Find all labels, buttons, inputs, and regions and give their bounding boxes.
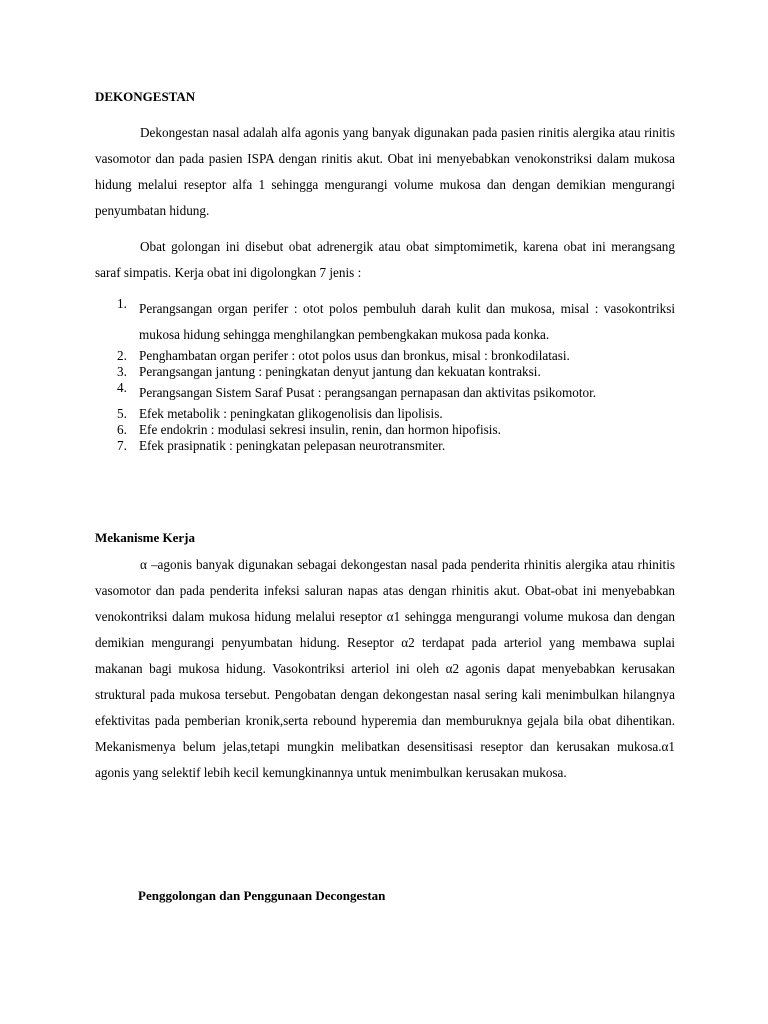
list-item (95, 406, 675, 422)
list-text: Efe endokrin : modulasi sekresi insulin, renin, dan hormon hipofisis. (139, 422, 501, 437)
list-item (95, 380, 675, 406)
list-text: Penghambatan organ perifer : otot polos usus dan bronkus, misal : bronkodilatasi. (139, 348, 570, 363)
list-item (95, 348, 675, 364)
list-item (95, 296, 675, 348)
list-text: Efek metabolik : peningkatan glikogenolisis dan lipolisis. (139, 406, 443, 421)
list-number: 4. (117, 380, 127, 395)
list-text: Efek prasipnatik : peningkatan pelepasan neurotransmiter. (139, 438, 446, 453)
list-item (95, 422, 675, 438)
list-item (95, 364, 675, 380)
list-text: Perangsangan organ perifer : otot polos pembuluh darah kulit dan mukosa, misal : vasokontriksi mukosa hidung sehingga menghilangkan pembengkakan mukosa pada konka. (139, 301, 675, 342)
mechanism-heading: Mekanisme Kerja (95, 530, 196, 545)
list-number: 2. (117, 348, 127, 363)
intro-paragraph-2: Obat golongan ini disebut obat adrenergik atau obat simptomimetik, karena obat ini merangsang saraf simpatis. Kerja obat ini digolongkan 7 jenis : (95, 239, 675, 280)
mechanism-paragraph: α –agonis banyak digunakan sebagai dekongestan nasal pada penderita rhinitis alergika atau rhinitis vasomotor dan pada penderita infeksi saluran napas atas dengan rhinitis akut. Obat-obat ini menyebabkan venokontriksi dalam mukosa hidung melalui reseptor α1 sehingga mengurangi volume mukosa dan dengan demikian mengurangi penyumbatan hidung. Reseptor α2 terdapat pada arteriol yang membawa suplai makanan bagi mukosa hidung. Vasokontriksi arteriol ini oleh α2 agonis dapat menyebabkan kerusakan struktural pada mukosa tersebut. Pengobatan dengan dekongestan nasal sering kali menimbulkan hilangnya efektivitas pada pemberian kronik,serta rebound hyperemia dan memburuknya gejala bila obat dihentikan. Mekanismenya belum jelas,tetapi mungkin melibatkan desensitisasi reseptor dan kerusakan mukosa.α1 agonis yang selektif lebih kecil kemungkinannya untuk menimbulkan kerusakan mukosa. (95, 557, 675, 780)
title-heading: DEKONGESTAN (95, 89, 196, 104)
list-text: Perangsangan Sistem Saraf Pusat : perangsangan pernapasan dan aktivitas psikomotor. (139, 385, 597, 400)
section-heading: Penggolongan dan Penggunaan Decongestan (138, 888, 386, 903)
list-number: 3. (117, 364, 127, 379)
intro-paragraph-1: Dekongestan nasal adalah alfa agonis yang banyak digunakan pada pasien rinitis alergika atau rinitis vasomotor dan pada pasien ISPA dengan rinitis akut. Obat ini menyebabkan venokonstriksi dalam mukosa hidung melalui reseptor alfa 1 sehingga mengurangi volume mukosa dan dengan demikian mengurangi penyumbatan hidung. (95, 125, 675, 218)
list-item (95, 438, 675, 454)
list-number: 6. (117, 422, 127, 437)
list-text: Perangsangan jantung : peningkatan denyut jantung dan kekuatan kontraksi. (139, 364, 541, 379)
list-number: 1. (117, 296, 127, 311)
list-number: 7. (117, 438, 127, 453)
effects-list (95, 296, 675, 454)
list-number: 5. (117, 406, 127, 421)
